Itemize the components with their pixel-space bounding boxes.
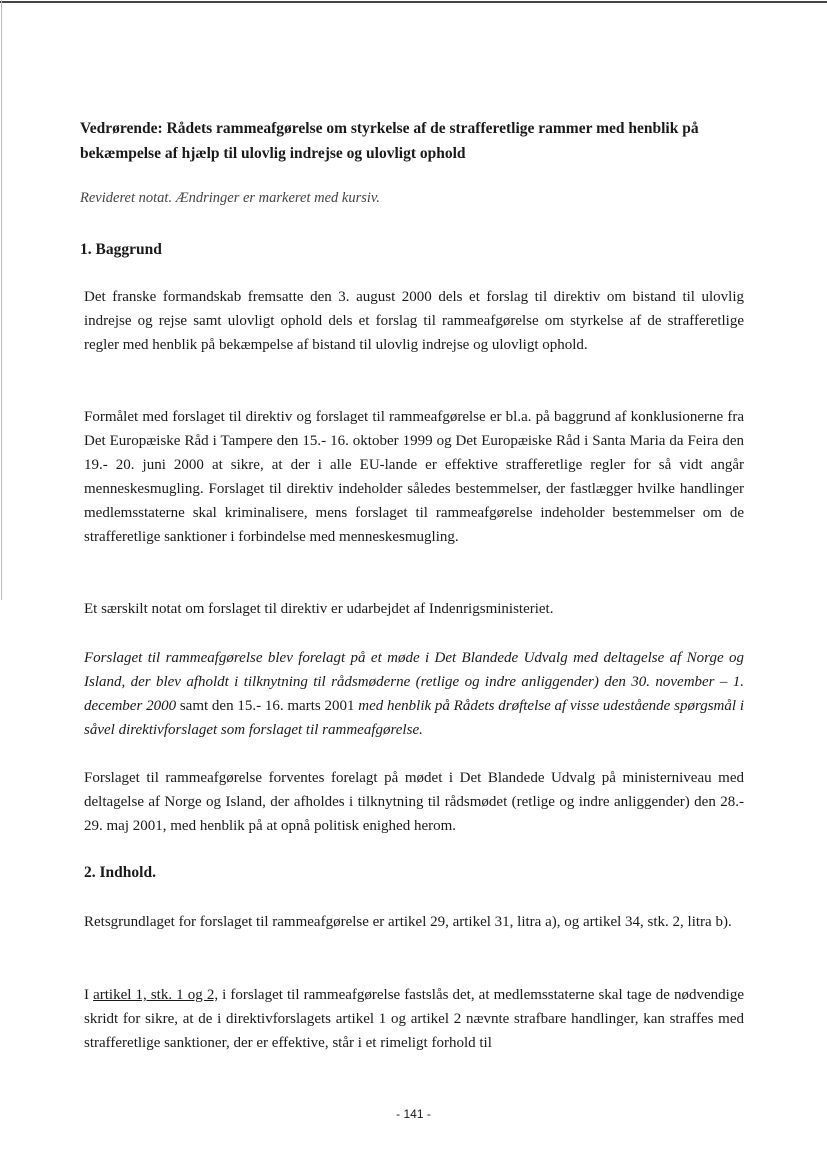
page-number: - 141 -: [396, 1107, 431, 1121]
paragraph-4-italic-b: med henblik på Rådets drøftelse af visse udestående spørgsmål i såvel direktivforslaget som forslaget til rammeafgørelse.: [84, 698, 744, 738]
paragraph-1: Det franske formandskab fremsatte den 3. august 2000 dels et forslag til direktiv om bistand til ulovlig indrejse og rejse samt ulovligt ophold dels et forslag til rammeafgørelse om styrkelse af de strafferetlige regler med henblik på bekæmpelse af bistand til ulovlig indrejse og ulovligt ophold.: [84, 289, 744, 353]
paragraph-7-post: i forslaget til rammeafgørelse fastslås det, at medlemsstaterne skal tage de nødvendige skridt for sikre, at de i direktivforslagets artikel 1 og artikel 2 nævnte strafbare handlinger, kan straffes med strafferetlige sanktioner, der er effektive, står i et rimeligt forhold til: [84, 987, 745, 1051]
revision-note: Revideret notat. Ændringer er markeret med kursiv.: [80, 190, 380, 206]
paragraph-4: [84, 646, 744, 742]
paragraph-5: Forslaget til rammeafgørelse forventes forelagt på mødet i Det Blandede Udvalg på ministerniveau med deltagelse af Norge og Island, der afholdes i tilknytning til rådsmødet (retlige og indre anliggender) den 28.- 29. maj 2001, med henblik på at opnå politisk enighed herom.: [84, 770, 744, 834]
article-reference: artikel 1, stk. 1 og 2,: [93, 987, 219, 1003]
paragraph-2: Formålet med forslaget til direktiv og forslaget til rammeafgørelse er bl.a. på baggrund af konklusionerne fra Det Europæiske Råd i Tampere den 15.- 16. oktober 1999 og Det Europæiske Råd i Santa Maria da Feira den 19.- 20. juni 2000 at sikre, at der i alle EU-lande er effektive strafferetlige regler for så vidt angår menneskesmugling. Forslaget til direktiv indeholder således bestemmelser, der fastlægger hvilke handlinger medlemsstaterne skal kriminalisere, mens forslaget til rammeafgørelse indeholder bestemmelser om de strafferetlige sanktioner i forbindelse med menneskesmugling.: [84, 409, 744, 545]
paragraph-4-regular: samt den 15.- 16. marts 2001: [176, 698, 359, 714]
document-heading: Vedrørende: Rådets rammeafgørelse om styrkelse af de strafferetlige rammer med henblik på bekæmpelse af hjælp til ulovlig indrejse og ulovligt ophold: [80, 120, 699, 162]
section-1-title: 1. Baggrund: [80, 241, 162, 258]
scan-border-left: [1, 0, 2, 600]
paragraph-7-pre: I: [84, 987, 94, 1003]
paragraph-3: Et særskilt notat om forslaget til direktiv er udarbejdet af Indenrigsministeriet.: [84, 601, 554, 617]
paragraph-6: Retsgrundlaget for forslaget til rammeafgørelse er artikel 29, artikel 31, litra a), og artikel 34, stk. 2, litra b).: [84, 914, 732, 930]
scan-border-top: [0, 1, 827, 3]
paragraph-4-italic-a: Forslaget til rammeafgørelse blev forelagt på et møde i Det Blandede Udvalg med deltagelse af Norge og Island, der blev afholdt i tilknytning til rådsmøderne (retlige og indre anliggender) den 30. november – 1. december 2000: [84, 650, 744, 714]
paragraph-7: [84, 983, 744, 1055]
section-2-title: 2. Indhold.: [84, 864, 156, 881]
